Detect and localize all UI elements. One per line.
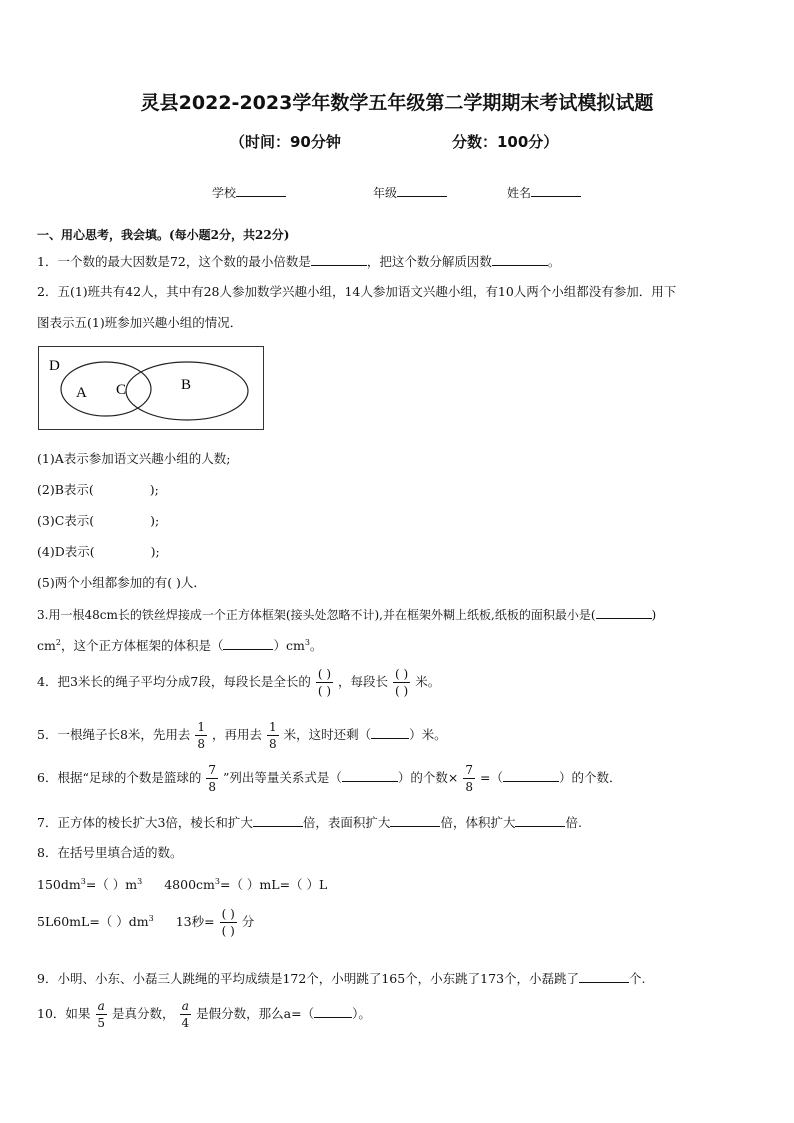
q4-fraction-2[interactable]: $\frac{( )}{( )}$ (395, 667, 409, 698)
venn-label-b: B (181, 377, 192, 393)
q2-sub-1: (1)A表示参加语文兴趣小组的人数; (37, 451, 231, 466)
q6-fraction-2: $\frac{7}{8}$ (465, 763, 473, 794)
q2-sub-2: (2)B表示( ); (37, 482, 159, 497)
q1-blank-2[interactable] (492, 251, 548, 266)
question-8-row-2: 5L60mL=（ ）$dm^3$ 13秒= $\frac{( )}{( )}$ 分 (37, 907, 255, 938)
q6-blank-1[interactable] (342, 767, 398, 782)
q3-blank-1[interactable] (596, 604, 652, 619)
page-title: 灵县2022-2023学年数学五年级第二学期期末考试模拟试题 (140, 92, 654, 114)
question-2-line-2: 图表示五(1)班参加兴趣小组的情况． (37, 315, 243, 330)
question-8-row-1: $150dm^3=$（ ）$m^3$ $4800cm^3=$（ ）mL=（ ）L (37, 876, 328, 892)
q2-sub-5: (5)两个小组都参加的有( )人． (37, 575, 206, 590)
q7-blank-2[interactable] (390, 812, 440, 827)
q9-blank[interactable] (579, 968, 629, 983)
q2-sub-3: (3)C表示( ); (37, 513, 160, 528)
school-blank[interactable] (236, 182, 286, 197)
q5-fraction-2: $\frac{1}{8}$ (269, 720, 277, 751)
q10-blank[interactable] (314, 1003, 352, 1018)
score-label: 分数：100分） (452, 133, 559, 151)
q5-blank[interactable] (371, 724, 409, 739)
question-7: 7．正方体的棱长扩大3倍，棱长和扩大 倍，表面积扩大 倍，体积扩大 倍. (37, 812, 582, 831)
q7-blank-1[interactable] (253, 812, 303, 827)
name-field (507, 182, 581, 201)
question-9: 9．小明、小东、小磊三人跳绳的平均成绩是172个，小明跳了165个，小东跳了173个，小磊跳了 个. (37, 968, 646, 987)
q2-sub-4: (4)D表示( ); (37, 544, 160, 559)
venn-label-c: C (116, 382, 127, 398)
q10-fraction-1: $\frac{a}{5}$ (97, 999, 106, 1030)
school-field (212, 182, 286, 201)
question-2-line-1: 2．五(1)班共有42人，其中有28人参加数学兴趣小组，14人参加语文兴趣小组，有10人两个小组都没有参加．用下 (37, 284, 677, 299)
question-10: 10．如果 $\frac{a}{5}$ 是真分数， $\frac{a}{4}$ 是假分数，那么a=（ ）。 (37, 999, 371, 1030)
question-3-line-2: $cm^2$，这个正方体框架的体积是（ ）$cm^3$。 (37, 635, 322, 654)
venn-label-d: D (49, 358, 60, 374)
q10-fraction-2: $\frac{a}{4}$ (181, 999, 190, 1030)
question-4: 4．把3米长的绳子平均分成7段，每段长是全长的 $\frac{( )}{( )}$ ，每段长 $\frac{( )}{( )}$ 米。 (37, 667, 441, 698)
q6-fraction-1: $\frac{7}{8}$ (208, 763, 216, 794)
section-heading: 一、用心思考，我会填。(每小题2分，共22分) (37, 228, 290, 242)
question-1: 1．一个数的最大因数是72，这个数的最小倍数是 ，把这个数分解质因数 。 (37, 251, 560, 270)
grade-blank[interactable] (397, 182, 447, 197)
q8-fraction[interactable]: $\frac{( )}{( )}$ (221, 907, 235, 938)
q1-blank-1[interactable] (311, 251, 367, 266)
name-label: 姓名 (507, 186, 532, 200)
grade-field (373, 182, 447, 201)
q7-blank-3[interactable] (515, 812, 565, 827)
q6-blank-2[interactable] (503, 767, 559, 782)
question-6: 6．根据“足球的个数是篮球的 $\frac{7}{8}$ ”列出等量关系式是（ ）的个数× $\frac{7}{8}$ =（ ）的个数． (37, 763, 622, 794)
q5-fraction-1: $\frac{1}{8}$ (197, 720, 206, 751)
time-label: （时间：90分钟 (230, 133, 341, 151)
venn-diagram (38, 346, 264, 430)
name-blank[interactable] (531, 182, 581, 197)
q3-blank-2[interactable] (223, 635, 273, 650)
q4-fraction-1[interactable]: $\frac{( )}{( )}$ (317, 667, 332, 698)
grade-label: 年级 (373, 186, 398, 200)
question-8-intro: 8．在括号里填合适的数。 (37, 845, 183, 860)
question-3-line-1: 3.用一根48cm长的铁丝焊接成一个正方体框架(接头处忽略不计),并在框架外糊上纸板,纸板的面积最小是( ) (37, 604, 656, 623)
venn-label-a: A (76, 385, 87, 401)
question-5: 5．一根绳子长8米，先用去 $\frac{1}{8}$ ，再用去 $\frac{1}{8}$ 米，这时还剩（ ）米。 (37, 720, 447, 751)
school-label: 学校 (212, 186, 237, 200)
